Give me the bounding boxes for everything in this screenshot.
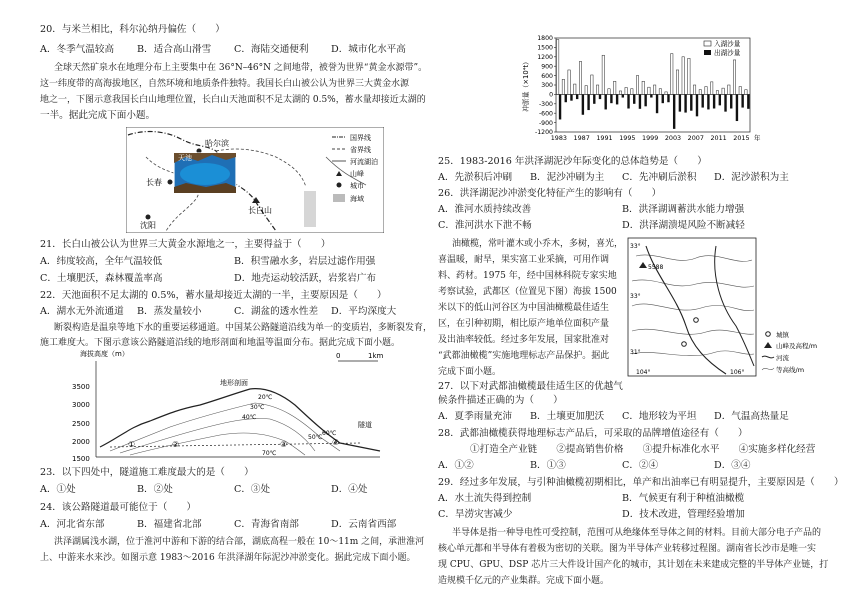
bar-inflow xyxy=(614,81,616,94)
bar-inflow xyxy=(705,87,707,95)
q22-option-b[interactable]: B．蒸发量较小 xyxy=(137,306,202,317)
bar-outflow xyxy=(730,94,732,108)
q24-option-d[interactable]: D．云南省西部 xyxy=(331,519,397,530)
bar-inflow xyxy=(562,79,564,94)
bar-inflow xyxy=(693,85,695,94)
x-tick-label: 2015 xyxy=(733,134,750,142)
bar-outflow xyxy=(684,94,686,112)
q24-stem: 24．该公路隧道最可能位于（ ） xyxy=(40,502,197,513)
bar-outflow xyxy=(559,94,561,119)
intro4-line2: 喜温暖，耐旱，果实富工业采摘，可用作调 xyxy=(438,255,610,265)
q28-sub-items: ①打造全产业链 ②提高销售价格 ③提升标准化水平 ④实施多样化经营 xyxy=(470,444,816,455)
bar-outflow xyxy=(633,94,635,103)
bar-outflow xyxy=(593,94,595,103)
y-tick-label: 0 xyxy=(549,91,553,99)
q24-option-b[interactable]: B．福建省北部 xyxy=(137,519,202,530)
bar-inflow xyxy=(745,90,747,95)
legend-inflow-label: 入湖沙量 xyxy=(714,40,741,48)
intro5-line3: 现 CPU、GPU、DSP 芯片三大件设计国产化的城市，其计划在未来建成完整的半导体产业链，打 xyxy=(438,560,829,570)
q26-stem: 26．洪泽湖泥沙冲淤变化特征产生的影响有（ ） xyxy=(438,188,662,199)
bar-outflow xyxy=(605,94,607,109)
q20-option-d[interactable]: D．城市化水平高 xyxy=(331,44,406,55)
bar-inflow xyxy=(688,58,690,94)
lat-31: 31° xyxy=(630,349,641,356)
bar-inflow xyxy=(733,60,735,94)
bar-inflow xyxy=(625,88,627,95)
intro1-line2: 这一纬度带的高海拔地区，自然环境和地质条件独特。我国长白山被公认为世界三大黄金水源 xyxy=(40,79,410,89)
q21-option-d[interactable]: D．地壳运动较活跃，岩浆岩广布 xyxy=(234,273,377,284)
y-tick-label: 600 xyxy=(541,72,553,80)
q25-option-a[interactable]: A．先淤积后冲刷 xyxy=(438,172,513,183)
bar-outflow xyxy=(690,94,692,110)
bar-inflow xyxy=(619,91,621,94)
bar-outflow xyxy=(582,94,584,114)
q28-stem: 28．武都油橄榄获得地理标志产品后，可采取的品牌增值途径有（ ） xyxy=(438,428,748,439)
q27-option-a[interactable]: A．夏季雨量充沛 xyxy=(438,411,513,422)
intro3-line2: 上、中游来水来沙。如图示意 1983～2016 年洪泽湖年际泥沙冲淤变化。据此完成下面小题。 xyxy=(40,553,416,563)
bar-outflow xyxy=(616,94,618,104)
bar-outflow xyxy=(741,94,743,107)
intro2-line1: 断裂构造是温泉等地下水的重要运移通道。中国某公路隧道沿线为单一的变质岩，多断裂发育， xyxy=(54,323,433,333)
q28-option-d[interactable]: D．③④ xyxy=(714,460,751,471)
q22-option-a[interactable]: A．湖水无外流通道 xyxy=(40,306,124,317)
y-tick-label: -300 xyxy=(538,101,553,108)
scale-1km: 1km xyxy=(368,352,384,360)
q20-option-c[interactable]: C．海陆交通便利 xyxy=(234,44,309,55)
x-tick-label: 1999 xyxy=(642,134,659,142)
iso-20: 20℃ xyxy=(258,394,273,401)
q26-option-a[interactable]: A．淮河水质持续改善 xyxy=(438,204,532,215)
bar-inflow xyxy=(648,87,650,94)
legend-peak-elev: 山峰及高程/m xyxy=(776,342,818,350)
y-tick-label: -900 xyxy=(538,119,553,127)
x-tick-label: 2011 xyxy=(710,134,727,142)
legend-river: 河流湖泊 xyxy=(350,158,378,166)
tunnel-line xyxy=(110,443,360,447)
intro1-line4: 一半。据此完成下面小题。 xyxy=(40,110,156,121)
legend-province: 省界线 xyxy=(350,146,371,154)
intro5-line1: 半导体是指一种导电性可受控制，范围可从绝缘体至导体之间的材料。目前大部分电子产品的 xyxy=(452,528,822,538)
mark-1: ① xyxy=(128,440,136,449)
intro4-line5: 米以下的低山河谷区为中国油橄榄最佳适生 xyxy=(438,303,610,313)
y-tick-label: 300 xyxy=(541,82,553,90)
iso-50: 50℃ xyxy=(308,434,323,441)
intro1-line3: 地之一，下图示意我国长白山地理位置，长白山天池面积不足太湖的 0.5%，蓄水量却接近太湖的 xyxy=(40,95,426,105)
bar-inflow xyxy=(568,70,570,94)
lat-33-top: 33° xyxy=(630,243,641,250)
bar-outflow xyxy=(599,94,601,99)
y-tick-label: -1200 xyxy=(535,129,553,137)
q25-option-b[interactable]: B．泥沙冲刷为主 xyxy=(530,172,605,183)
legend-town: 城镇 xyxy=(776,331,789,339)
x-tick-label: 1987 xyxy=(573,134,590,142)
q21-option-c[interactable]: C．土壤肥沃，森林覆盖率高 xyxy=(40,273,163,284)
tianchi-label: 天池 xyxy=(178,154,192,162)
bar-inflow xyxy=(579,62,581,95)
q25-stem: 25．1983-2016 年洪泽湖泥沙年际变化的总体趋势是（ ） xyxy=(438,156,707,167)
sediment-chart xyxy=(518,32,768,150)
iso-70: 70℃ xyxy=(262,450,277,457)
q27-stem-2: 候条件描述正确的为（ ） xyxy=(438,395,563,406)
intro4-line7: 及出油率较低。经过多年发展，国家批准对 xyxy=(438,335,610,345)
lat-33-mid: 33° xyxy=(630,293,641,300)
bar-inflow xyxy=(665,92,667,95)
bar-inflow xyxy=(602,55,604,94)
q23-option-c[interactable]: C．③处 xyxy=(234,484,271,495)
bar-outflow xyxy=(747,94,749,108)
q27-option-b[interactable]: B．土壤更加肥沃 xyxy=(530,411,605,422)
intro4-line3: 料、药材。1975 年，经中国林科院专家实地 xyxy=(438,271,617,281)
bar-inflow xyxy=(659,89,661,95)
mark-3: ③ xyxy=(280,440,288,449)
bar-inflow xyxy=(671,54,673,95)
x-tick-label: 1995 xyxy=(619,134,636,142)
q26-option-b[interactable]: B．洪泽湖调蓄洪水能力增强 xyxy=(622,204,745,215)
q29-stem: 29．经过多年发展，与引种油橄榄初期相比，单产和出油率已有明显提升，主要原因是（ ） xyxy=(438,477,844,488)
bar-outflow xyxy=(662,94,664,103)
legend-river: 河流 xyxy=(776,354,789,362)
bar-outflow xyxy=(570,94,572,100)
legend-peak: 山峰 xyxy=(350,170,364,178)
q29-option-a[interactable]: A．水土流失得到控制 xyxy=(438,493,532,504)
wudu-map xyxy=(626,236,834,378)
ytick-3000: 3000 xyxy=(72,401,90,409)
shenyang-label: 沈阳 xyxy=(140,221,156,230)
changbai-map xyxy=(126,127,384,233)
ytick-2500: 2500 xyxy=(72,420,90,428)
tunnel-profile xyxy=(40,347,428,463)
bar-outflow xyxy=(639,94,641,108)
bar-outflow xyxy=(667,94,669,102)
legend-city: 城市 xyxy=(350,182,364,190)
legend-border: 国界线 xyxy=(350,134,371,142)
q28-option-b[interactable]: B．①③ xyxy=(530,460,566,471)
q23-option-b[interactable]: B．②处 xyxy=(137,484,173,495)
bar-outflow xyxy=(713,94,715,108)
bar-inflow xyxy=(642,81,644,94)
q29-option-b[interactable]: B．气候更有利于种植油橄榄 xyxy=(622,493,745,504)
bar-outflow xyxy=(627,94,629,108)
y-tick-label: 900 xyxy=(541,63,553,71)
bar-inflow xyxy=(591,75,593,94)
q24-option-a[interactable]: A．河北省东部 xyxy=(40,519,105,530)
intro4-line9: 完成下面小题。 xyxy=(438,367,502,377)
intro4-line4: 考察试验，武都区（位置见下图）海拔 1500 xyxy=(438,287,617,297)
x-tick-label: 1991 xyxy=(596,134,613,142)
bar-outflow xyxy=(719,94,721,105)
intro3-line1: 洪泽湖属浅水湖，位于淮河中游和下游的结合部，湖底高程一般在 10～11m 之间，承泄淮河 xyxy=(54,537,425,547)
bar-outflow xyxy=(644,94,646,106)
bar-inflow xyxy=(711,82,713,95)
iso-60: 60℃ xyxy=(322,430,337,437)
q28-option-c[interactable]: C．②④ xyxy=(622,460,659,471)
q29-option-c[interactable]: C．旱涝灾害减少 xyxy=(438,509,513,520)
intro4-line6: 区，在引种初期，相比原产地单位面积产量 xyxy=(438,319,610,329)
q27-option-d[interactable]: D．气温高热量足 xyxy=(714,411,789,422)
bar-inflow xyxy=(574,84,576,94)
y-tick-label: 1800 xyxy=(537,35,553,43)
bar-inflow xyxy=(722,88,724,94)
chart-ylabel: 冲淤量（×10⁴t） xyxy=(522,58,530,112)
iso-30: 30℃ xyxy=(250,404,265,411)
tunnel-label: 隧道 xyxy=(358,421,372,429)
bar-inflow xyxy=(739,87,741,95)
legend-sea: 海域 xyxy=(350,195,364,203)
q27-stem: 27．以下对武都油橄榄最佳适生区的优越气 xyxy=(438,381,623,392)
profile-ylabel: 海拔高度（m） xyxy=(80,350,129,358)
changchun-label: 长春 xyxy=(146,178,162,187)
bar-inflow xyxy=(716,91,718,95)
bar-outflow xyxy=(673,94,675,128)
bar-outflow xyxy=(679,94,681,111)
bar-inflow xyxy=(676,70,678,94)
q20-option-a[interactable]: A．冬季气温较高 xyxy=(40,44,115,55)
x-tick-label: 2007 xyxy=(687,134,704,142)
bar-inflow xyxy=(728,85,730,94)
q25-option-c[interactable]: C．先冲刷后淤积 xyxy=(622,172,697,183)
x-unit-label: 年 xyxy=(754,134,761,142)
lon-104: 104° xyxy=(636,369,651,376)
q23-stem: 23．以下四处中，隧道施工难度最大的是（ ） xyxy=(40,467,254,478)
bar-inflow xyxy=(631,89,633,95)
q21-option-b[interactable]: B．积雪融水多，岩层过滤作用强 xyxy=(234,256,376,267)
mark-2: ② xyxy=(172,440,180,449)
bar-inflow xyxy=(636,76,638,95)
bar-outflow xyxy=(724,94,726,111)
intro4-line8: “武都油橄榄”实施地理标志产品保护。据此 xyxy=(438,351,610,361)
x-tick-label: 1983 xyxy=(550,134,567,142)
bar-inflow xyxy=(682,57,684,95)
y-tick-label: -600 xyxy=(538,110,553,118)
scale-zero: 0 xyxy=(336,352,341,360)
q20-option-b[interactable]: B．适合高山滑雪 xyxy=(137,44,212,55)
q22-stem: 22．天池面积不足太湖的 0.5%，蓄水量却接近太湖的一半，主要原因是（ ） xyxy=(40,290,387,301)
bar-inflow xyxy=(608,89,610,95)
lon-106: 106° xyxy=(730,369,745,376)
intro1-line1: 全球天然矿泉水在地理分布上主要集中在 36°N–46°N 之间地带，被誉为世界“黄金水源带”。 xyxy=(54,63,428,73)
q26-option-c[interactable]: C．淮河洪水下泄不畅 xyxy=(438,220,532,231)
bar-inflow xyxy=(556,40,558,95)
bar-inflow xyxy=(653,85,655,94)
ytick-2000: 2000 xyxy=(72,438,90,446)
q28-option-a[interactable]: A．①② xyxy=(438,460,474,471)
bar-outflow xyxy=(622,94,624,97)
intro4-line1: 油橄榄，常叶灌木或小乔木，多树，喜光， xyxy=(452,239,624,249)
bar-inflow xyxy=(596,85,598,94)
y-tick-label: 1500 xyxy=(537,44,553,52)
q23-option-d[interactable]: D．④处 xyxy=(331,484,368,495)
legend-outflow-label: 出湖沙量 xyxy=(714,49,741,57)
x-tick-label: 2003 xyxy=(664,134,682,142)
bar-outflow xyxy=(576,94,578,99)
q21-stem: 21．长白山被公认为世界三大黄金水源地之一，主要得益于（ ） xyxy=(40,239,331,250)
bar-outflow xyxy=(650,94,652,97)
legend-outflow-swatch xyxy=(704,50,711,55)
legend-inflow-swatch xyxy=(704,41,711,46)
bar-outflow xyxy=(587,94,589,110)
q25-option-d[interactable]: D．泥沙淤积为主 xyxy=(714,172,789,183)
q20-stem: 20．与米兰相比，科尔沁纳丹偏佐（ ） xyxy=(40,24,225,35)
bar-inflow xyxy=(699,90,701,95)
iso-40: 40℃ xyxy=(242,414,257,421)
peak-5588-label: 5588 xyxy=(648,264,664,271)
intro5-line4: 造规模千亿元的产业集群。完成下面小题。 xyxy=(438,576,610,586)
bar-outflow xyxy=(565,94,567,102)
q21-option-a[interactable]: A．纬度较高，全年气温较低 xyxy=(40,256,163,267)
changbai-label: 长白山 xyxy=(248,206,272,215)
mark-4: ④ xyxy=(332,438,340,447)
bar-outflow xyxy=(696,94,698,116)
q22-option-d[interactable]: D．平均深度大 xyxy=(331,306,397,317)
bar-outflow xyxy=(702,94,704,107)
q23-option-a[interactable]: A．①处 xyxy=(40,484,76,495)
bar-outflow xyxy=(610,94,612,103)
legend-contour: 等高线/m xyxy=(776,366,805,374)
q27-option-c[interactable]: C．地形较为平坦 xyxy=(622,411,697,422)
terrain-label: 地形剖面 xyxy=(220,379,248,387)
bar-outflow xyxy=(707,94,709,109)
q22-option-c[interactable]: C．湖盆的透水性差 xyxy=(234,306,319,317)
bar-outflow xyxy=(656,94,658,113)
y-tick-label: 1200 xyxy=(537,54,553,61)
intro5-line2: 核心单元都和半导体有着极为密切的关联。图为半导体产业转移过程图。湖南省长沙市是唯一实 xyxy=(438,544,817,554)
bar-inflow xyxy=(585,86,587,95)
q24-option-c[interactable]: C．青海省南部 xyxy=(234,519,299,530)
bar-outflow xyxy=(736,94,738,121)
q29-option-d[interactable]: D．技术改进，管理经验增加 xyxy=(622,509,745,520)
q26-option-d[interactable]: D．洪泽湖溃堤风险不断减轻 xyxy=(622,220,745,231)
intro2-line2: 施工难度大。下图示意该公路隧道沿线的地形剖面和地温等温面分布。据此完成下面小题。 xyxy=(40,338,401,348)
harbin-label: 哈尔滨 xyxy=(205,139,229,148)
ytick-1500: 1500 xyxy=(72,455,90,463)
ytick-3500: 3500 xyxy=(72,383,90,391)
